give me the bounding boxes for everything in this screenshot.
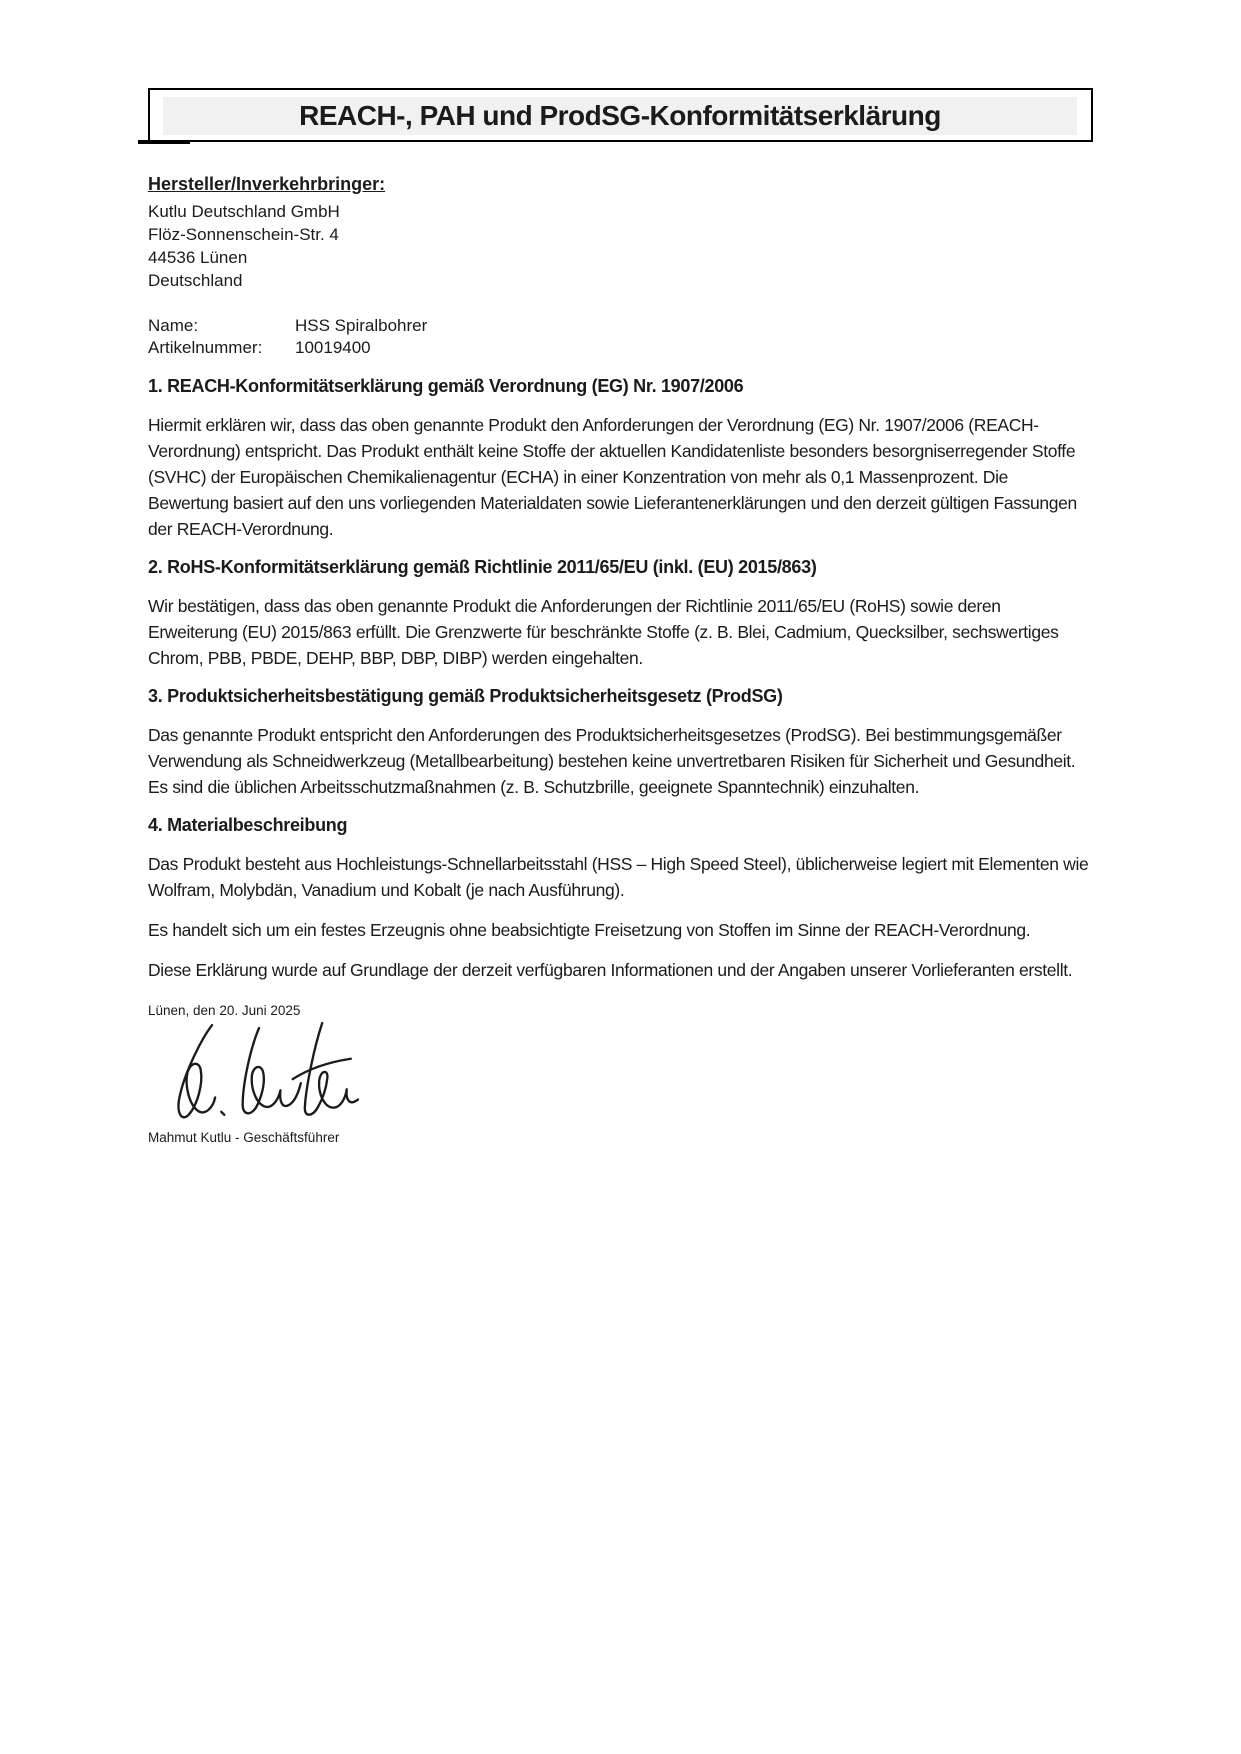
article-number-label: Artikelnummer: (148, 338, 263, 357)
section-3-heading: 3. Produktsicherheitsbestätigung gemäß Produktsicherheitsgesetz (ProdSG) (148, 686, 783, 706)
address-line-country: Deutschland (148, 271, 243, 290)
section-1-heading: 1. REACH-Konformitätserklärung gemäß Verordnung (EG) Nr. 1907/2006 (148, 376, 744, 396)
article-number-value: 10019400 (295, 338, 371, 357)
section-2-paragraph: Wir bestätigen, dass das oben genannte Produkt die Anforderungen der Richtlinie 2011/65/EU (RoHS) sowie deren Erweiterung (EU) 2015/863 erfüllt. Die Grenzwerte für beschränkte Stoffe (z. B. Blei, Cadmium, Quecksilber, sechswertiges Chrom, PBB, PBDE, DEHP, BBP, DBP, DIBP) werden eingehalten. (148, 596, 1059, 668)
manufacturer-address (148, 200, 1093, 292)
closing-statement: Diese Erklärung wurde auf Grundlage der derzeit verfügbaren Informationen und der Angaben unserer Vorlieferanten erstellt. (148, 960, 1073, 980)
address-line-city: 44536 Lünen (148, 248, 248, 267)
address-line-street: Flöz-Sonnenschein-Str. 4 (148, 225, 339, 244)
signer-name: Mahmut Kutlu - Geschäftsführer (148, 1130, 340, 1145)
product-name-value: HSS Spiralbohrer (295, 316, 428, 335)
manufacturer-heading: Hersteller/Inverkehrbringer: (148, 174, 386, 194)
section-1-paragraph: Hiermit erklären wir, dass das oben genannte Produkt den Anforderungen der Verordnung (EG) Nr. 1907/2006 (REACH-Verordnung) entspricht. Das Produkt enthält keine Stoffe der aktuellen Kandidatenliste besonders besorgniserregender Stoffe (SVHC) der Europäischen Chemikalienagentur (ECHA) in einer Konzentration von mehr als 0,1 Massenprozent. Die Bewertung basiert auf den uns vorliegenden Materialdaten sowie Lieferantenerklärungen und den derzeit gültigen Fassungen der REACH-Verordnung. (148, 415, 1077, 539)
place-and-date: Lünen, den 20. Juni 2025 (148, 1003, 301, 1018)
section-4-paragraph-1: Das Produkt besteht aus Hochleistungs-Schnellarbeitsstahl (HSS – High Speed Steel), üblicherweise legiert mit Elementen wie Wolfram, Molybdän, Vanadium und Kobalt (je nach Ausführung). (148, 854, 1089, 900)
section-4-heading: 4. Materialbeschreibung (148, 815, 348, 835)
section-3-paragraph: Das genannte Produkt entspricht den Anforderungen des Produktsicherheitsgesetzes (ProdSG). Bei bestimmungsgemäßer Verwendung als Schneidwerkzeug (Metallbearbeitung) bestehen keine unvertretbaren Risiken für Sicherheit und Gesundheit. Es sind die üblichen Arbeitsschutzmaßnahmen (z. B. Schutzbrille, geeignete Spanntechnik) einzuhalten. (148, 725, 1076, 797)
product-article-row (148, 337, 1093, 359)
document-title: REACH-, PAH und ProdSG-Konformitätserklärung (163, 97, 1077, 135)
product-block (148, 315, 1093, 359)
address-line-company: Kutlu Deutschland GmbH (148, 202, 340, 221)
section-2-heading: 2. RoHS-Konformitätserklärung gemäß Richtlinie 2011/65/EU (inkl. (EU) 2015/863) (148, 557, 817, 577)
product-name-row (148, 315, 1093, 337)
title-frame (148, 88, 1093, 142)
section-4-paragraph-2: Es handelt sich um ein festes Erzeugnis ohne beabsichtigte Freisetzung von Stoffen im Sinne der REACH-Verordnung. (148, 920, 1031, 940)
handwritten-signature-icon (154, 1021, 1093, 1123)
product-name-label: Name: (148, 316, 199, 335)
